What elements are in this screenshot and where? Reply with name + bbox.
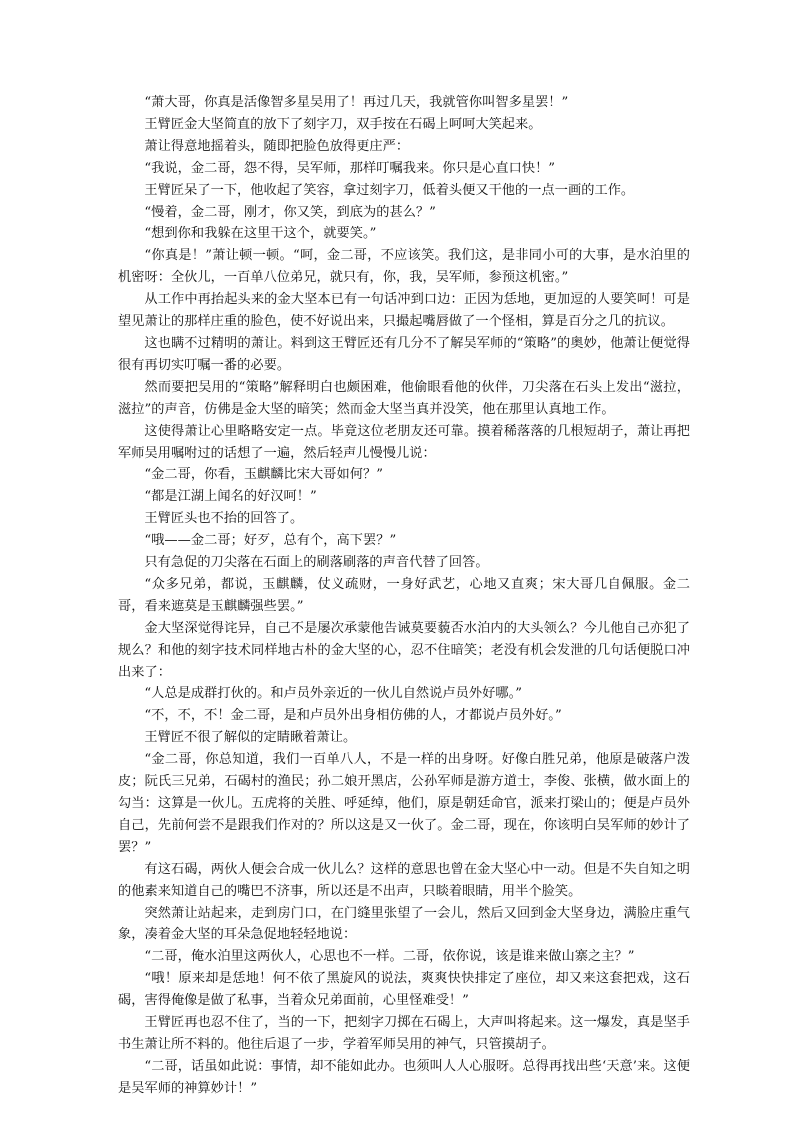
paragraph: 然而要把吴用的“策略”解释明白也颇困难，他偷眼看他的伙伴，刀尖落在石头上发出“滋拉，滋拉”的声音，仿佛是金大坚的暗笑；然而金大坚当真并没笑，他在那里认真地工作。 [118, 379, 690, 417]
paragraph: 从工作中再抬起头来的金大坚本已有一句话冲到口边：正因为恁地，更加逗的人要笑呵！可是望见萧让的那样庄重的脸色，使不好说出来，只撮起嘴唇做了一个怪相，算是百分之几的抗议。 [118, 292, 690, 330]
paragraph: 这也瞒不过精明的萧让。料到这王臂匠还有几分不了解吴军师的“策略”的奥妙，他萧让便觉得很有再切实叮嘱一番的必要。 [118, 335, 690, 373]
paragraph: “你真是！”萧让顿一顿。“呵，金二哥，不应该笑。我们这，是非同小可的大事，是水泊里的机密呀：全伙儿，一百单八位弟兄，就只有，你，我，吴军师，参预这机密。” [118, 248, 690, 286]
paragraph: 有这石碣，两伙人便会合成一伙儿么？这样的意思也曾在金大坚心中一动。但是不失自知之明的他素来知道自己的嘴巴不济事，所以还是不出声，只睒着眼睛，用半个脸笑。 [118, 861, 690, 899]
paragraph: “哦——金二哥；好歹，总有个，高下罢？” [144, 533, 397, 549]
paragraph: “哦！原来却是恁地！何不依了黑旋风的说法，爽爽快快排定了座位，却又来这套把戏，这石碣，害得俺像是做了私事，当着众兄弟面前，心里怪难受！” [118, 971, 690, 1009]
paragraph: 突然萧让站起来，走到房门口，在门缝里张望了一会儿，然后又回到金大坚身边，满脸庄重气象，凑着金大坚的耳朵急促地轻轻地说： [118, 905, 690, 943]
paragraph: “二哥，话虽如此说：事情，却不能如此办。也须叫人人心服呀。总得再找出些‘天意’来。这便是吴军师的神算妙计！” [118, 1058, 690, 1096]
paragraph: 王臂匠金大坚简直的放下了刻字刀，双手按在石碣上呵呵大笑起来。 [144, 116, 542, 132]
paragraph: “都是江湖上闻名的好汉呵！” [144, 489, 317, 505]
paragraph: 王臂匠呆了一下，他收起了笑容，拿过刻字刀，低着头便又干他的一点一画的工作。 [144, 182, 635, 198]
paragraph: “我说，金二哥，怨不得，吴军师，那样叮嘱我来。你只是心直口快！” [144, 160, 556, 176]
paragraph: “人总是成群打伙的。和卢员外亲近的一伙儿自然说卢员外好哪。” [144, 686, 523, 702]
paragraph: 王臂匠头也不抬的回答了。 [144, 511, 304, 527]
paragraph: 王臂匠再也忍不住了，当的一下，把刻字刀掷在石碣上，大声叫将起来。这一爆发，真是坚手书生萧让所不料的。他往后退了一步，学着军师吴用的神气，只管摸胡子。 [118, 1015, 690, 1052]
paragraph: 王臂匠不很了解似的定睛瞅着萧让。 [144, 730, 357, 746]
paragraph: “金二哥，你看，玉麒麟比宋大哥如何？” [144, 467, 384, 483]
paragraph: “二哥，俺水泊里这两伙人，心思也不一样。二哥，依你说，该是谁来做山寨之主？” [144, 949, 635, 965]
paragraph: “众多兄弟，都说，玉麒麟，仗义疏财，一身好武艺，心地又直爽；宋大哥几自佩服。金二哥，看来遮莫是玉麒麟强些罢。” [118, 576, 690, 614]
paragraph: 金大坚深觉得诧异，自己不是屡次承蒙他告诫莫要藐否水泊内的大头领么？今儿他自己亦犯了规么？和他的刻字技术同样地古朴的金大坚的心，忍不住暗笑；老没有机会发泄的几句话便脱口冲出来了： [118, 620, 690, 680]
paragraph: “金二哥，你总知道，我们一百单八人，不是一样的出身呀。好像白胜兄弟，他原是破落户泼皮；阮氏三兄弟，石碣村的渔民；孙二娘开黑店，公孙军师是游方道士，李俊、张横，做水面上的勾当：这算是一伙儿。五虎将的关胜、呼延绰，他们，原是朝廷命官，派来打梁山的；便是卢员外自己，先前何尝不是跟我们作对的？所以这是又一伙了。金二哥，现在，你该明白吴军师的妙计了罢？” [118, 752, 690, 855]
paragraph: 这使得萧让心里略略安定一点。毕竟这位老朋友还可靠。摸着稀落落的几根短胡子，萧让再把军师吴用嘱咐过的话想了一遍，然后轻声儿慢慢儿说： [118, 423, 690, 461]
paragraph: “不，不，不！金二哥，是和卢员外出身相仿佛的人，才都说卢员外好。” [144, 708, 562, 724]
paragraph: 萧让得意地摇着头，随即把脸色放得更庄严： [144, 138, 410, 154]
paragraph: “想到你和我躲在这里干这个，就要笑。” [144, 226, 377, 242]
document-page [118, 92, 690, 1100]
paragraph: “萧大哥，你真是活像智多星吴用了！再过几天，我就管你叫智多星罢！” [144, 95, 569, 110]
paragraph: 只有急促的刀尖落在石面上的刷落刷落的声音代替了回答。 [144, 555, 489, 571]
paragraph: “慢着，金二哥，刚才，你又笑，到底为的甚么？” [144, 204, 436, 220]
